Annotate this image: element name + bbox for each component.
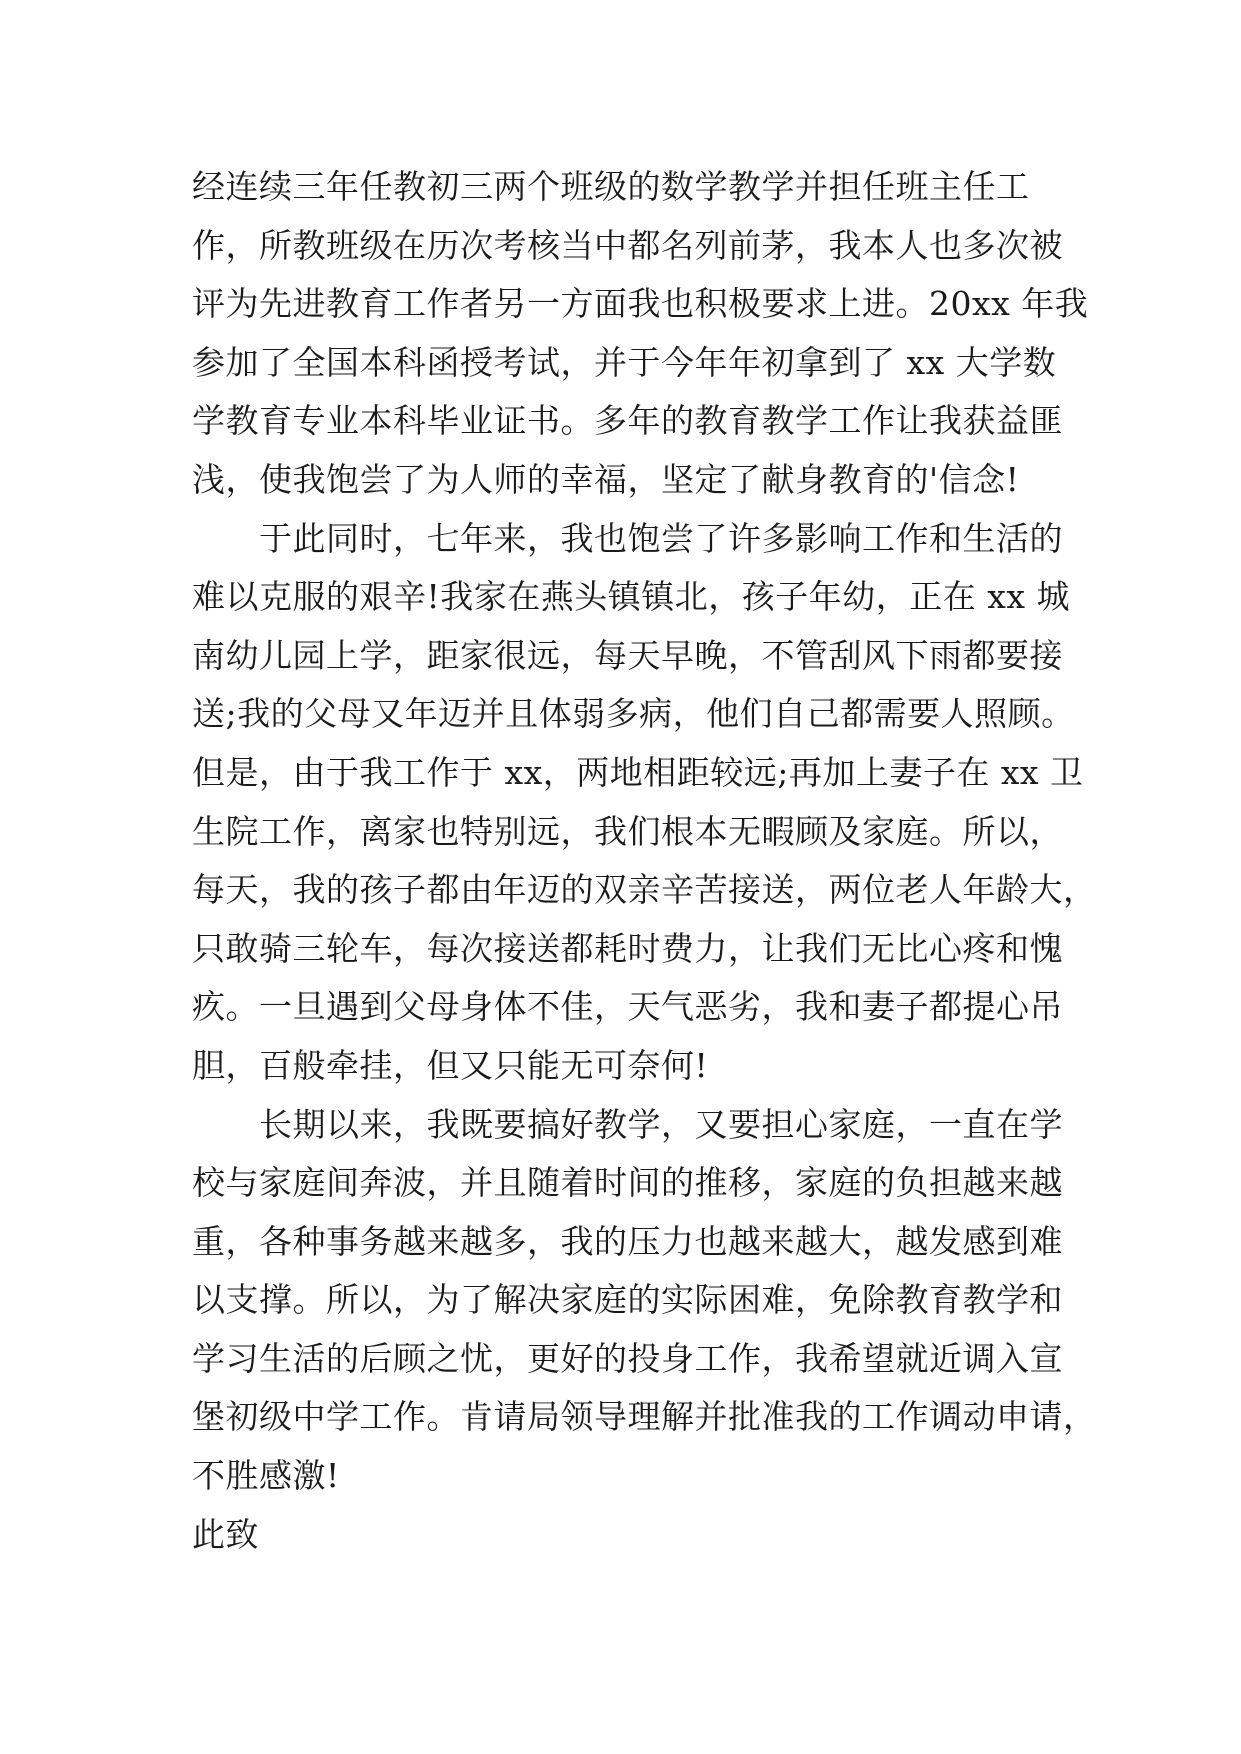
text-line: 不胜感激! bbox=[192, 1456, 340, 1496]
text-line: 评为先进教育工作者另一方面我也积极要求上进。20xx 年我 bbox=[192, 284, 1089, 324]
text-line: 重，各种事务越来越多，我的压力也越来越大，越发感到难 bbox=[192, 1221, 1063, 1261]
closing-salutation: 此致 bbox=[192, 1514, 259, 1554]
text-line: 生院工作，离家也特别远，我们根本无暇顾及家庭。所以， bbox=[192, 811, 1063, 851]
text-line: 难以克服的艰辛!我家在燕头镇镇北，孩子年幼，正在 xx 城 bbox=[192, 577, 1070, 617]
text-line: 以支撑。所以，为了解决家庭的实际困难，免除教育教学和 bbox=[192, 1280, 1063, 1320]
text-line: 学习生活的后顾之忧，更好的投身工作，我希望就近调入宣 bbox=[192, 1338, 1063, 1378]
document-body bbox=[192, 158, 1097, 1564]
text-line: 只敢骑三轮车，每次接送都耗时费力，让我们无比心疼和愧 bbox=[192, 928, 1063, 968]
text-line: 但是，由于我工作于 xx，两地相距较远;再加上妻子在 xx 卫 bbox=[192, 752, 1084, 792]
text-line: 胆，百般牵挂，但又只能无可奈何! bbox=[192, 1045, 709, 1085]
text-line: 南幼儿园上学，距家很远，每天早晚，不管刮风下雨都要接 bbox=[192, 635, 1063, 675]
text-line: 校与家庭间奔波，并且随着时间的推移，家庭的负担越来越 bbox=[192, 1163, 1063, 1203]
text-line: 每天，我的孩子都由年迈的双亲辛苦接送，两位老人年龄大， bbox=[192, 870, 1097, 910]
text-line: 经连续三年任教初三两个班级的数学教学并担任班主任工 bbox=[192, 167, 1030, 206]
text-line: 学教育专业本科毕业证书。多年的教育教学工作让我获益匪 bbox=[192, 401, 1063, 441]
text-line: 送;我的父母又年迈并且体弱多病，他们自己都需要人照顾。 bbox=[192, 694, 1075, 734]
text-line: 浅，使我饱尝了为人师的幸福，坚定了献身教育的'信念! bbox=[192, 459, 1020, 499]
text-line: 堡初级中学工作。肯请局领导理解并批准我的工作调动申请， bbox=[192, 1397, 1097, 1437]
text-line: 参加了全国本科函授考试，并于今年年初拿到了 xx 大学数 bbox=[192, 342, 1057, 382]
text-line: 疚。一旦遇到父母身体不佳，天气恶劣，我和妻子都提心吊 bbox=[192, 987, 1063, 1027]
text-line: 长期以来，我既要搞好教学，又要担心家庭，一直在学 bbox=[192, 1104, 1063, 1144]
text-line: 于此同时，七年来，我也饱尝了许多影响工作和生活的 bbox=[192, 518, 1063, 558]
text-line: 作，所教班级在历次考核当中都名列前茅，我本人也多次被 bbox=[192, 225, 1063, 265]
